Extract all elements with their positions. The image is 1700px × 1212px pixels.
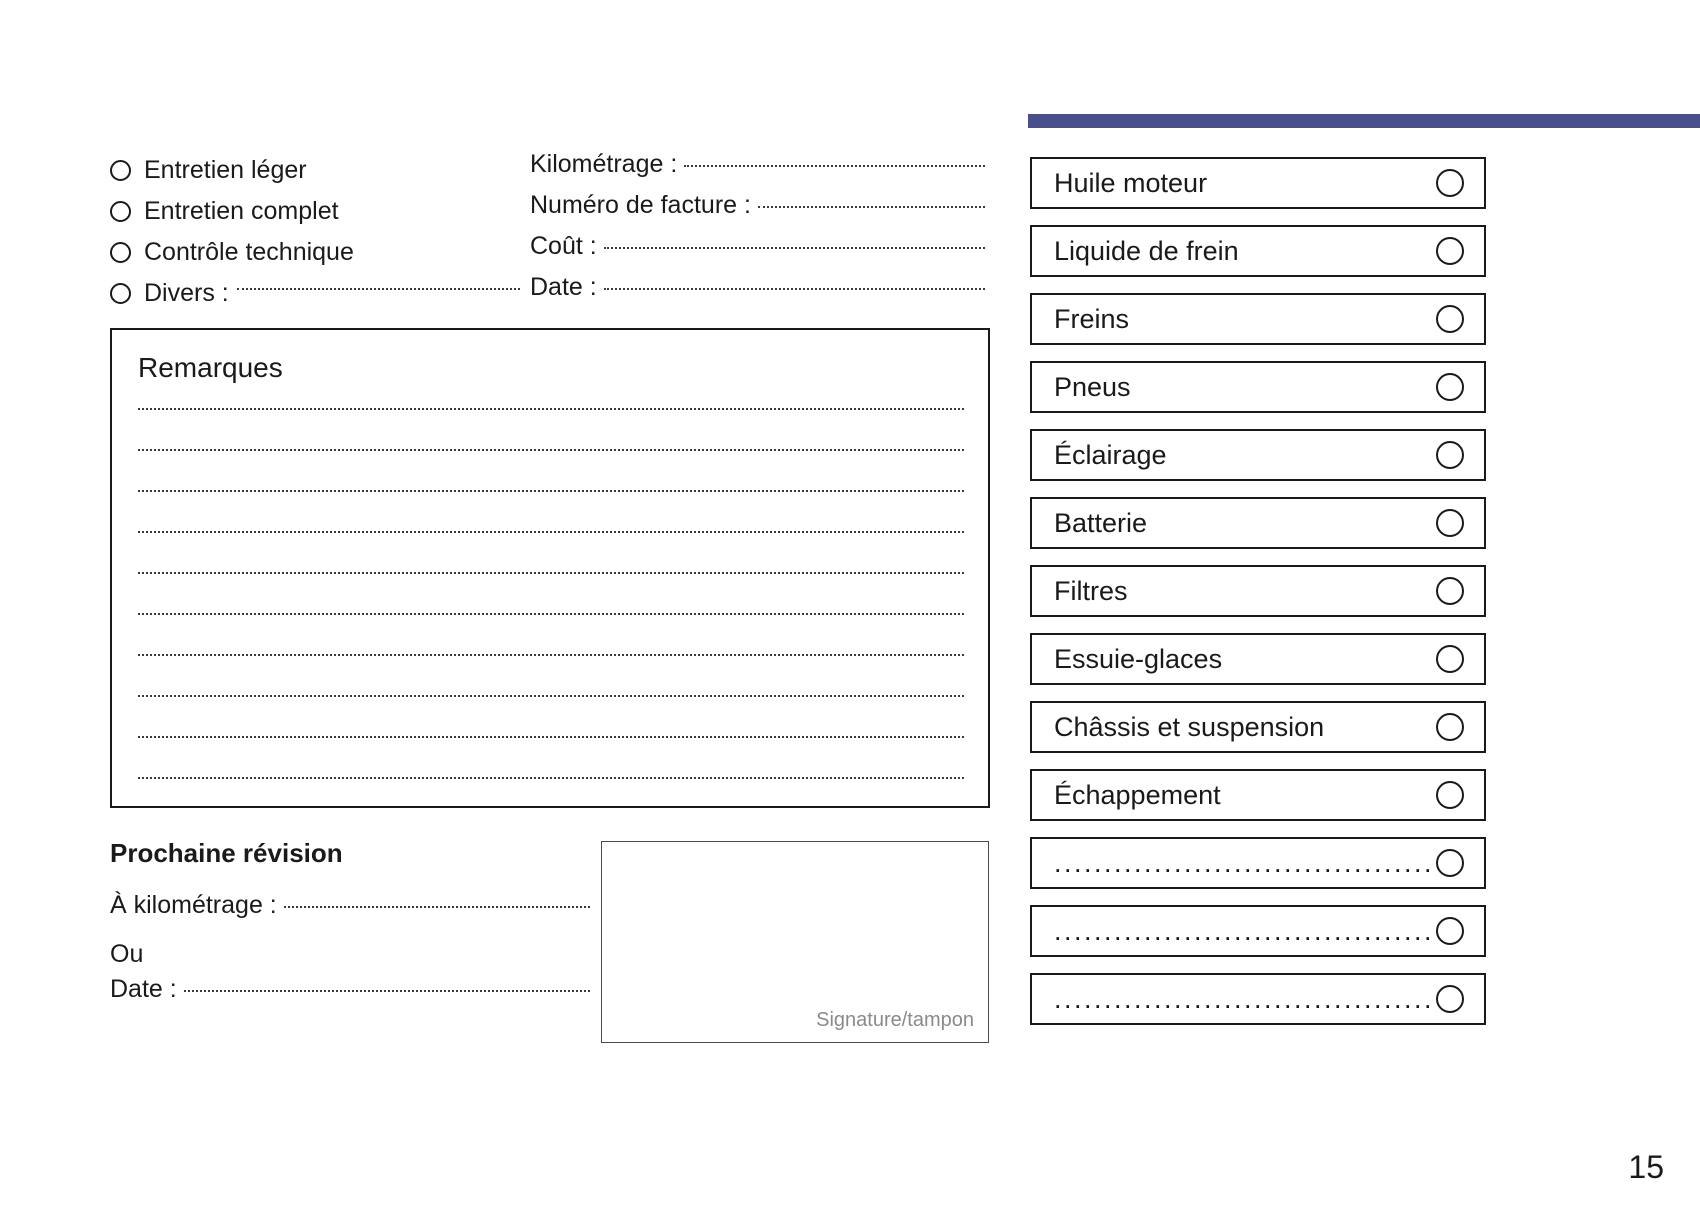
remarks-box[interactable] [110, 328, 990, 808]
checklist-item-batterie[interactable] [1030, 497, 1486, 549]
field-invoice-number [530, 191, 985, 232]
checklist-item-label: Filtres [1054, 575, 1128, 606]
service-type-option-entretien-leger[interactable] [110, 150, 530, 191]
radio-icon[interactable] [1436, 713, 1464, 741]
next-revision-section [110, 838, 590, 1017]
checklist-item-label: Châssis et suspension [1054, 711, 1325, 742]
checklist-item-label: Huile moteur [1054, 167, 1208, 198]
remarks-line[interactable] [138, 531, 964, 533]
field-label: Date : [530, 273, 597, 301]
radio-icon[interactable] [1436, 237, 1464, 265]
radio-icon[interactable] [1436, 305, 1464, 333]
inspection-checklist [1030, 157, 1486, 1041]
service-record-left-column [110, 148, 990, 808]
next-revision-date-row [110, 975, 590, 1017]
radio-icon[interactable] [110, 201, 131, 222]
field-write-in-line[interactable] [758, 206, 985, 208]
field-label: Kilométrage : [530, 150, 678, 178]
remarks-line[interactable] [138, 490, 964, 492]
remarks-line[interactable] [138, 654, 964, 656]
radio-icon[interactable] [1436, 917, 1464, 945]
service-type-label: Divers : [144, 279, 229, 307]
checklist-item-freins[interactable] [1030, 293, 1486, 345]
radio-icon[interactable] [1436, 577, 1464, 605]
checklist-item-label: Batterie [1054, 507, 1148, 538]
checklist-item-label: Liquide de frein [1054, 235, 1239, 266]
field-write-in-line[interactable] [684, 165, 985, 167]
remarks-line[interactable] [138, 408, 964, 410]
field-label: Coût : [530, 232, 597, 260]
checklist-item-filtres[interactable] [1030, 565, 1486, 617]
checklist-item-huile-moteur[interactable] [1030, 157, 1486, 209]
radio-icon[interactable] [110, 283, 131, 304]
service-type-label: Entretien léger [144, 156, 307, 184]
service-type-options [110, 148, 530, 314]
next-revision-mileage-label: À kilométrage : [110, 891, 277, 919]
radio-icon[interactable] [1436, 985, 1464, 1013]
field-write-in-line[interactable] [604, 288, 985, 290]
field-date [530, 273, 985, 314]
next-revision-mileage-row [110, 891, 590, 933]
radio-icon[interactable] [1436, 645, 1464, 673]
service-type-option-controle-technique[interactable] [110, 232, 530, 273]
checklist-item-eclairage[interactable] [1030, 429, 1486, 481]
checklist-item-chassis-et-suspension[interactable] [1030, 701, 1486, 753]
service-type-option-divers[interactable] [110, 273, 530, 314]
signature-caption: Signature/tampon [816, 1009, 974, 1031]
header-accent-bar [1028, 114, 1700, 128]
checklist-item-label: Pneus [1054, 371, 1131, 402]
checklist-item-liquide-de-frein[interactable] [1030, 225, 1486, 277]
next-revision-or-label: Ou [110, 940, 144, 968]
remarks-line[interactable] [138, 449, 964, 451]
next-revision-mileage-line[interactable] [284, 906, 590, 908]
radio-icon[interactable] [110, 160, 131, 181]
field-cost [530, 232, 985, 273]
remarks-line[interactable] [138, 572, 964, 574]
radio-icon[interactable] [1436, 509, 1464, 537]
radio-icon[interactable] [1436, 849, 1464, 877]
checklist-item-label: Éclairage [1054, 439, 1167, 470]
service-record-top-grid [110, 148, 990, 314]
divers-write-in-line[interactable] [237, 288, 520, 290]
field-mileage [530, 150, 985, 191]
checklist-item-echappement[interactable] [1030, 769, 1486, 821]
field-write-in-line[interactable] [604, 247, 985, 249]
checklist-item-blank-2[interactable] [1030, 905, 1486, 957]
checklist-item-blank-1[interactable] [1030, 837, 1486, 889]
checklist-item-pneus[interactable] [1030, 361, 1486, 413]
checklist-item-label: Freins [1054, 303, 1130, 334]
service-type-option-entretien-complet[interactable] [110, 191, 530, 232]
radio-icon[interactable] [1436, 169, 1464, 197]
checklist-item-write-in-line[interactable]: ...................................... [1054, 847, 1435, 878]
remarks-line[interactable] [138, 695, 964, 697]
checklist-item-blank-3[interactable] [1030, 973, 1486, 1025]
next-revision-date-label: Date : [110, 975, 177, 1003]
remarks-line[interactable] [138, 613, 964, 615]
checklist-item-label: Essuie-glaces [1054, 643, 1223, 674]
remarks-line[interactable] [138, 736, 964, 738]
remarks-line[interactable] [138, 777, 964, 779]
next-revision-title: Prochaine révision [110, 838, 343, 868]
checklist-item-write-in-line[interactable]: ...................................... [1054, 983, 1435, 1014]
page-number: 15 [1628, 1149, 1664, 1185]
service-type-label: Contrôle technique [144, 238, 354, 266]
service-type-label: Entretien complet [144, 197, 339, 225]
field-label: Numéro de facture : [530, 191, 751, 219]
radio-icon[interactable] [1436, 373, 1464, 401]
radio-icon[interactable] [1436, 781, 1464, 809]
invoice-fields [530, 148, 985, 314]
signature-stamp-box[interactable] [601, 841, 989, 1043]
checklist-item-label: Échappement [1054, 779, 1221, 810]
next-revision-date-line[interactable] [184, 990, 590, 992]
radio-icon[interactable] [110, 242, 131, 263]
radio-icon[interactable] [1436, 441, 1464, 469]
checklist-item-write-in-line[interactable]: ...................................... [1054, 915, 1435, 946]
remarks-title: Remarques [138, 352, 283, 383]
checklist-item-essuie-glaces[interactable] [1030, 633, 1486, 685]
